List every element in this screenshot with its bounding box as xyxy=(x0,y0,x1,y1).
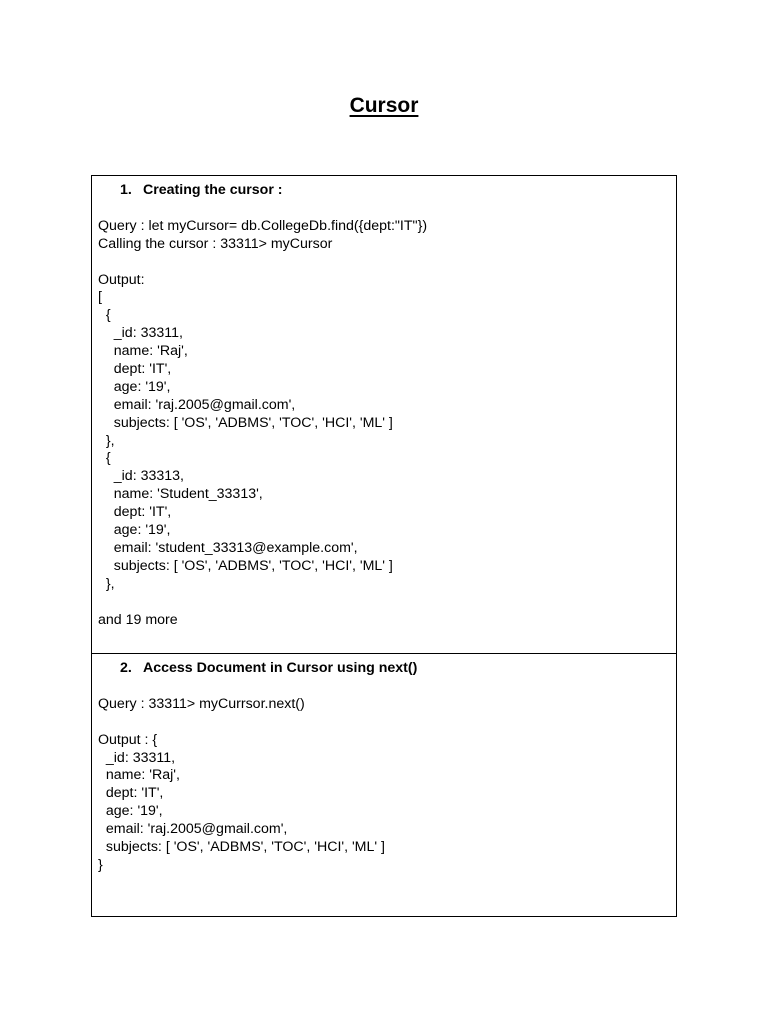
section-number: 1. xyxy=(120,182,132,198)
section-heading-text: Access Document in Cursor using next() xyxy=(143,660,418,676)
text-line: name: 'Student_33313', xyxy=(98,486,263,503)
text-line: age: '19', xyxy=(98,378,171,395)
text-line: and 19 more xyxy=(98,611,178,628)
text-line: _id: 33311, xyxy=(98,749,176,766)
section-heading xyxy=(120,182,676,200)
text-line: subjects: [ 'OS', 'ADBMS', 'TOC', 'HCI', 'ML' ] xyxy=(98,414,393,431)
text-line: subjects: [ 'OS', 'ADBMS', 'TOC', 'HCI', 'ML' ] xyxy=(98,557,393,574)
text-line: age: '19', xyxy=(98,522,171,539)
text-line: dept: 'IT', xyxy=(98,504,172,521)
section-heading xyxy=(120,660,676,678)
section-heading-text: Creating the cursor : xyxy=(143,182,283,198)
text-line: { xyxy=(98,450,111,467)
text-line: Calling the cursor : 33311> myCursor xyxy=(98,235,333,252)
code-block xyxy=(98,696,676,875)
page-title: Cursor xyxy=(349,94,419,117)
text-line: email: 'student_33313@example.com', xyxy=(98,539,358,556)
section-number: 2. xyxy=(120,660,132,676)
section-creating-cursor xyxy=(92,176,676,654)
text-line: dept: 'IT', xyxy=(98,785,164,802)
text-line: { xyxy=(98,307,111,324)
text-line: subjects: [ 'OS', 'ADBMS', 'TOC', 'HCI', 'ML' ] xyxy=(98,839,385,856)
text-line: _id: 33311, xyxy=(98,325,183,342)
text-line: dept: 'IT', xyxy=(98,361,172,378)
section-access-document xyxy=(92,654,676,916)
text-line: } xyxy=(98,856,103,873)
text-line: Query : 33311> myCurrsor.next() xyxy=(98,695,305,712)
blank-line xyxy=(98,714,676,732)
text-line: name: 'Raj', xyxy=(98,767,180,784)
blank-line xyxy=(98,254,676,272)
text-line: Query : let myCursor= db.CollegeDb.find({dept:"IT"}) xyxy=(98,217,428,234)
text-line: [ xyxy=(98,289,102,306)
content-table xyxy=(91,175,677,917)
code-block xyxy=(98,218,676,629)
text-line: age: '19', xyxy=(98,803,163,820)
blank-line xyxy=(98,594,676,612)
text-line: Output: xyxy=(98,271,145,288)
text-line: _id: 33313, xyxy=(98,468,184,485)
text-line: email: 'raj.2005@gmail.com', xyxy=(98,821,288,838)
text-line: name: 'Raj', xyxy=(98,343,188,360)
text-line: }, xyxy=(98,575,115,592)
text-line: email: 'raj.2005@gmail.com', xyxy=(98,396,296,413)
text-line: Output : { xyxy=(98,731,158,748)
text-line: }, xyxy=(98,432,115,449)
